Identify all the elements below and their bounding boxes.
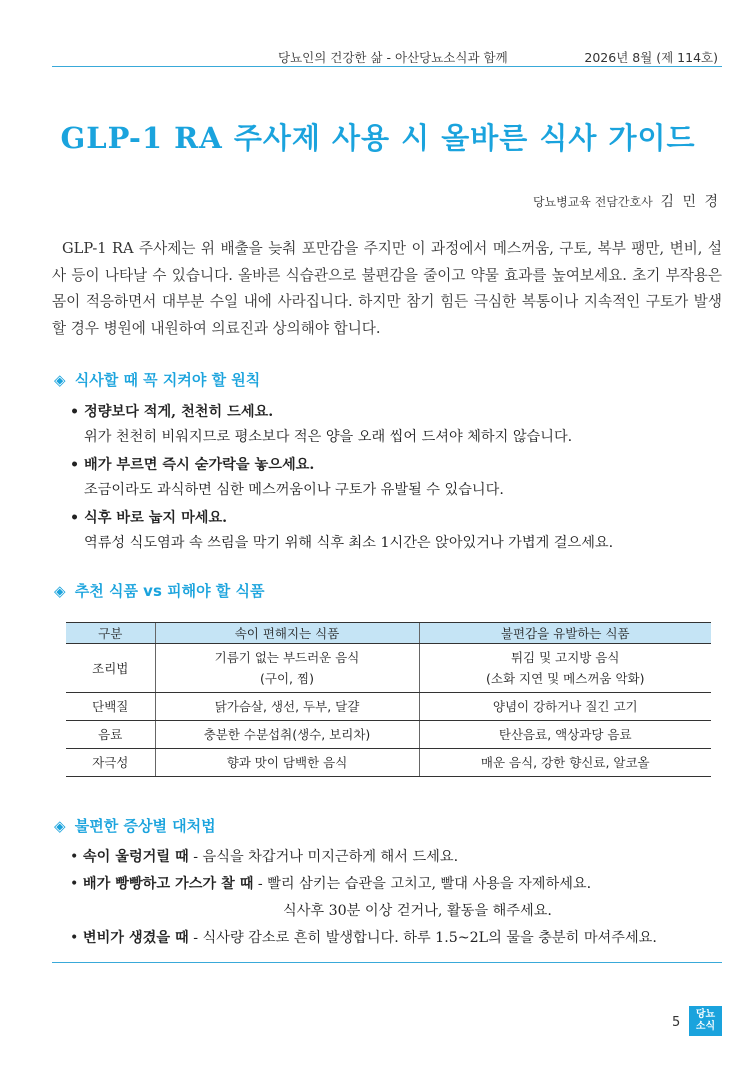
- list-item: [70, 506, 722, 556]
- list-item: • 변비가 생겼을 때 - 식사량 감소로 흔히 발생합니다. 하루 1.5~2L의 물을 충분히 마셔주세요.: [70, 930, 657, 946]
- symptom-list: [70, 844, 722, 952]
- symptom-advice: - 음식을 차갑거나 미지근하게 해서 드세요.: [193, 849, 459, 865]
- symptom-name: 변비가 생겼을 때: [82, 930, 189, 946]
- diamond-icon: ◈: [54, 371, 66, 389]
- principle-heading: • 배가 부르면 즉시 숟가락을 놓으세요.: [70, 457, 315, 473]
- table-row: [66, 644, 711, 693]
- intro-text: GLP-1 RA 주사제는 위 배출을 늦춰 포만감을 주지만 이 과정에서 메스꺼움, 구토, 복부 팽만, 변비, 설사 등이 나타날 수 있습니다. 올바른 식습관으로 불편감을 줄이고 약물 효과를 높여보세요. 초기 부작용은 몸이 적응하면서 대부분 수일 내에 사라집니다. 하지만 참기 힘든 극심한 복통이나 지속적인 구토가 발생할 경우 병원에 내원하여 의료진과 상의해야 합니다.: [52, 240, 722, 337]
- principle-heading: • 정량보다 적게, 천천히 드세요.: [70, 404, 274, 420]
- table-cell-good: 기름기 없는 부드러운 음식 (구이, 찜): [155, 644, 419, 693]
- badge-line: 소식: [695, 1021, 716, 1032]
- section-heading-text: 불편한 증상별 대처법: [74, 817, 216, 835]
- list-item: • 배가 빵빵하고 가스가 찰 때 - 빨리 삼키는 습관을 고치고, 빨대 사용을 자제하세요.: [70, 876, 592, 892]
- table-cell-category: 자극성: [66, 749, 155, 777]
- table-cell-category: 단백질: [66, 693, 155, 721]
- principle-description: 위가 천천히 비워지므로 평소보다 적은 양을 오래 씹어 드셔야 체하지 않습니다.: [84, 429, 573, 445]
- principle-heading: • 식후 바로 눕지 마세요.: [70, 510, 228, 526]
- table-cell-good: 향과 맛이 담백한 음식: [155, 749, 419, 777]
- byline: [533, 191, 720, 211]
- table-cell-good: 충분한 수분섭취(생수, 보리차): [155, 721, 419, 749]
- section-heading-foods: [54, 580, 265, 601]
- symptom-advice: - 빨리 삼키는 습관을 고치고, 빨대 사용을 자제하세요.: [257, 876, 592, 892]
- running-header: [52, 44, 722, 67]
- table-cell-bad: 튀김 및 고지방 음식 (소화 지연 및 메스꺼움 악화): [419, 644, 711, 693]
- symptom-advice: - 식사량 감소로 흔히 발생합니다. 하루 1.5~2L의 물을 충분히 마셔주세요.: [193, 930, 657, 946]
- principle-description: 역류성 식도염과 속 쓰림을 막기 위해 식후 최소 1시간은 앉아있거나 가볍게 걸으세요.: [84, 535, 614, 551]
- table-cell-category: 음료: [66, 721, 155, 749]
- page-number: 5: [672, 1015, 681, 1030]
- table-header-row: [66, 623, 711, 644]
- author-role: 당뇨병교육 전담간호사: [532, 195, 653, 209]
- table-cell-good: 닭가슴살, 생선, 두부, 달걀: [155, 693, 419, 721]
- list-item: [70, 453, 722, 503]
- list-item: • 속이 울렁거릴 때 - 음식을 차갑거나 미지근하게 해서 드세요.: [70, 849, 459, 865]
- symptom-name: 속이 울렁거릴 때: [82, 849, 189, 865]
- principle-description: 조금이라도 과식하면 심한 메스꺼움이나 구토가 유발될 수 있습니다.: [84, 482, 504, 498]
- section-heading-symptoms: [54, 815, 216, 836]
- table-cell-bad: 양념이 강하거나 질긴 고기: [419, 693, 711, 721]
- table-row: [66, 749, 711, 777]
- table-cell-bad: 탄산음료, 액상과당 음료: [419, 721, 711, 749]
- table-row: [66, 721, 711, 749]
- symptom-name: 배가 빵빵하고 가스가 찰 때: [82, 876, 254, 892]
- article-title: GLP-1 RA 주사제 사용 시 올바른 식사 가이드: [60, 121, 696, 155]
- diamond-icon: ◈: [54, 817, 66, 835]
- footer-rule: [52, 962, 722, 963]
- section-heading-text: 추천 식품 vs 피해야 할 식품: [74, 582, 265, 600]
- column-header: 속이 편해지는 식품: [155, 623, 419, 644]
- newsletter-series: 당뇨인의 건강한 삶 - 아산당뇨소식과 함께: [278, 50, 508, 65]
- column-header: 불편감을 유발하는 식품: [419, 623, 711, 644]
- diamond-icon: ◈: [54, 582, 66, 600]
- intro-paragraph: [52, 236, 722, 342]
- list-item: [70, 400, 722, 450]
- table-row: [66, 693, 711, 721]
- symptom-advice-continued: 식사후 30분 이상 걷거나, 활동을 해주세요.: [283, 903, 552, 919]
- table-cell-category: 조리법: [66, 644, 155, 693]
- badge-line: 당뇨: [695, 1009, 716, 1020]
- food-comparison-table: [66, 622, 711, 777]
- author-name: 김 민 경: [660, 194, 720, 210]
- newsletter-badge: [689, 1006, 722, 1036]
- column-header: 구분: [66, 623, 155, 644]
- issue-label: 2026년 8월 (제 114호): [584, 50, 718, 65]
- section-heading-text: 식사할 때 꼭 지켜야 할 원칙: [74, 371, 261, 389]
- table-cell-bad: 매운 음식, 강한 향신료, 알코올: [419, 749, 711, 777]
- section-heading-principles: [54, 369, 260, 390]
- principles-list: [70, 400, 722, 559]
